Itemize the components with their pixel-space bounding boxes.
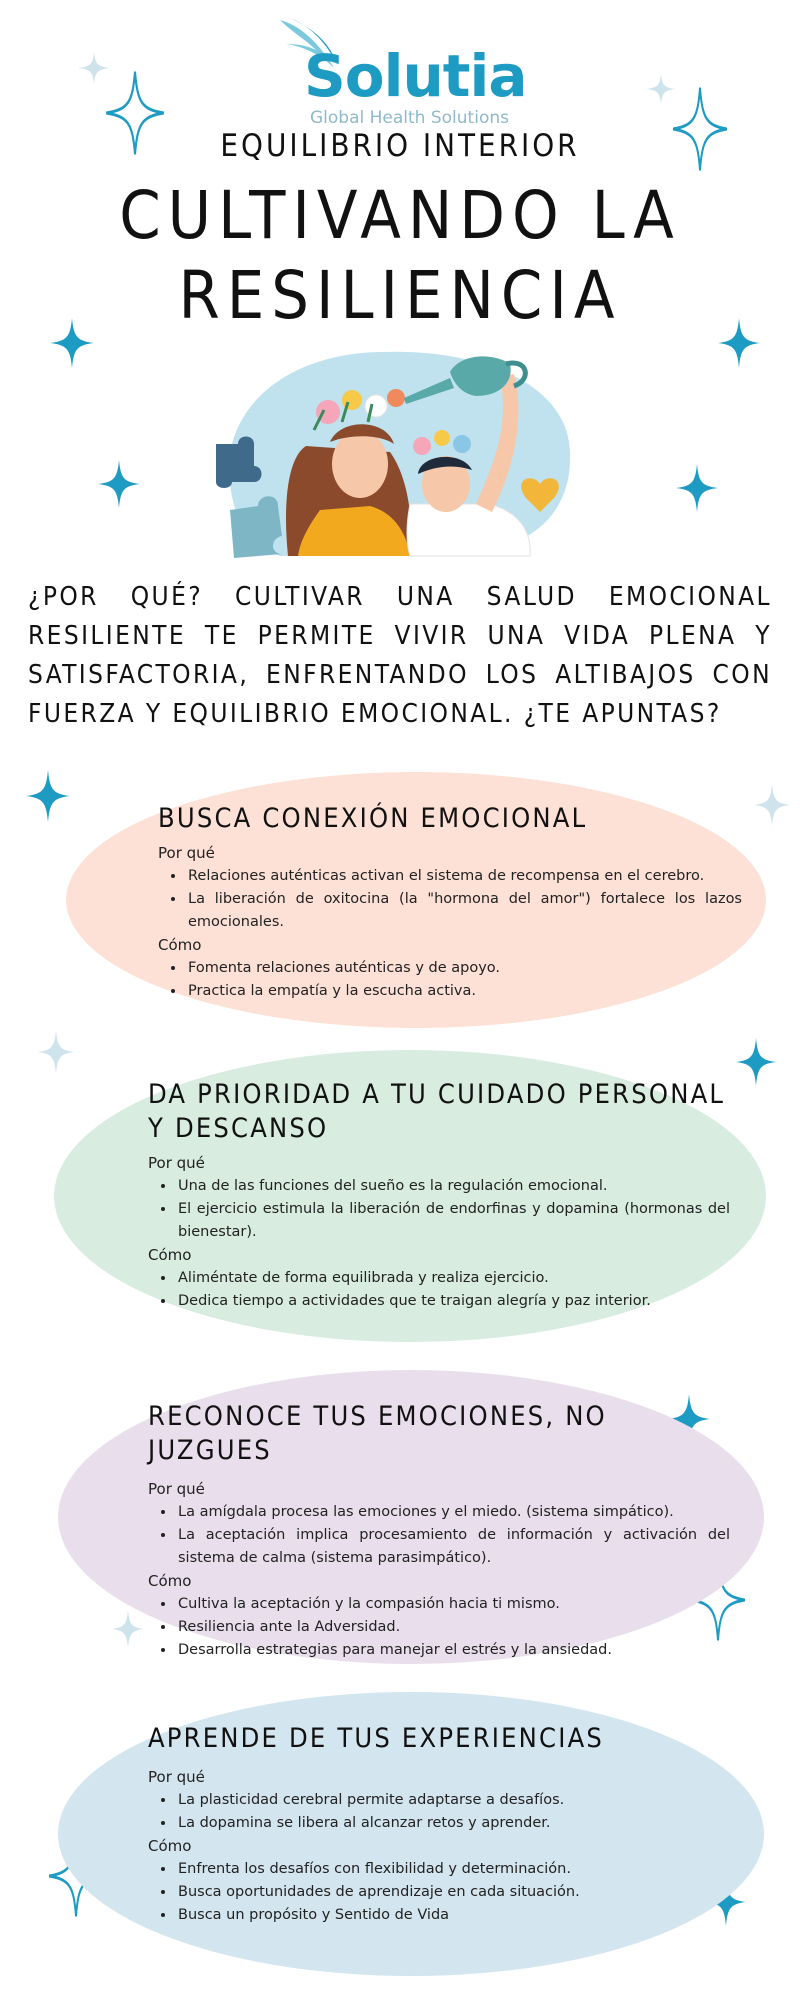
list-item: • La amígdala procesa las emociones y el miedo. (sistema simpático). [176,1501,730,1524]
title-line-2: RESILIENCIA [178,257,622,334]
sparkle-icon [754,784,790,826]
how-list [148,1267,730,1313]
why-label: Por qué [158,844,215,862]
section-content-learn-experiences [148,1722,730,1927]
list-item: • Fomenta relaciones auténticas y de apoyo. [186,957,742,980]
list-item: • Aliméntate de forma equilibrada y realiza ejercicio. [176,1267,730,1290]
how-list [148,1858,730,1927]
section-content-self-care [148,1078,730,1313]
sparkle-icon [676,464,718,512]
list-item: • Desarrolla estrategias para manejar el estrés y la ansiedad. [176,1639,730,1662]
page-title [0,176,800,336]
why-list [148,1789,730,1835]
how-label: Cómo [148,1837,192,1855]
how-label: Cómo [158,936,202,954]
section-title: APRENDE DE TUS EXPERIENCIAS [148,1723,605,1754]
how-list [158,957,742,1003]
why-label: Por qué [148,1768,205,1786]
how-label: Cómo [148,1246,192,1264]
sparkle-icon [26,770,70,822]
list-item: • Busca oportunidades de aprendizaje en cada situación. [176,1881,730,1904]
list-item: • La dopamina se libera al alcanzar retos y aprender. [176,1812,730,1835]
how-label: Cómo [148,1572,192,1590]
list-item: • Resiliencia ante la Adversidad. [176,1616,730,1639]
intro-text: ¿POR QUÉ? CULTIVAR UNA SALUD EMOCIONAL RESILIENTE TE PERMITE VIVIR UNA VIDA PLENA Y SATISFACTORIA, ENFRENTANDO LOS ALTIBAJOS CON FUERZA Y EQUILIBRIO EMOCIONAL. ¿TE APUNTAS? [28,582,772,729]
section-title: DA PRIORIDAD A TU CUIDADO PERSONAL Y DESCANSO [148,1079,726,1144]
why-list [148,1501,730,1570]
how-list [148,1593,730,1662]
why-list [158,865,742,934]
why-label: Por qué [148,1480,205,1498]
brand-tagline: Global Health Solutions [310,108,509,128]
list-item: • La aceptación implica procesamiento de información y activación del sistema de calma (sistema parasimpático). [176,1524,730,1570]
list-item: • La plasticidad cerebral permite adaptarse a desafíos. [176,1789,730,1812]
page-subtitle: EQUILIBRIO INTERIOR [220,128,580,164]
list-item: • Cultiva la aceptación y la compasión hacia ti mismo. [176,1593,730,1616]
sparkle-icon [98,460,140,508]
list-item: • Dedica tiempo a actividades que te traigan alegría y paz interior. [176,1290,730,1313]
section-content-emotional-connection [158,802,742,1003]
list-item: • Relaciones auténticas activan el sistema de recompensa en el cerebro. [186,865,742,888]
section-title: BUSCA CONEXIÓN EMOCIONAL [158,803,588,834]
section-content-recognize-emotions [148,1400,730,1662]
section-title: RECONOCE TUS EMOCIONES, NO JUZGUES [148,1401,607,1466]
title-line-1: CULTIVANDO LA [119,177,681,254]
list-item: • Practica la empatía y la escucha activa. [186,980,742,1003]
why-label: Por qué [148,1154,205,1172]
resilience-illustration-icon [210,334,590,558]
list-item: • La liberación de oxitocina (la "hormona del amor") fortalece los lazos emocionales. [186,888,742,934]
list-item: • Enfrenta los desafíos con flexibilidad y determinación. [176,1858,730,1881]
brand-name: Solutia [304,42,527,110]
sparkle-icon [38,1030,74,1074]
why-list [148,1175,730,1244]
list-item: • Una de las funciones del sueño es la regulación emocional. [176,1175,730,1198]
brand-logo [270,14,530,128]
list-item: • Busca un propósito y Sentido de Vida [176,1904,730,1927]
sparkle-icon [112,1610,144,1648]
list-item: • El ejercicio estimula la liberación de endorfinas y dopamina (hormonas del bienestar). [176,1198,730,1244]
sparkle-icon [736,1038,776,1086]
